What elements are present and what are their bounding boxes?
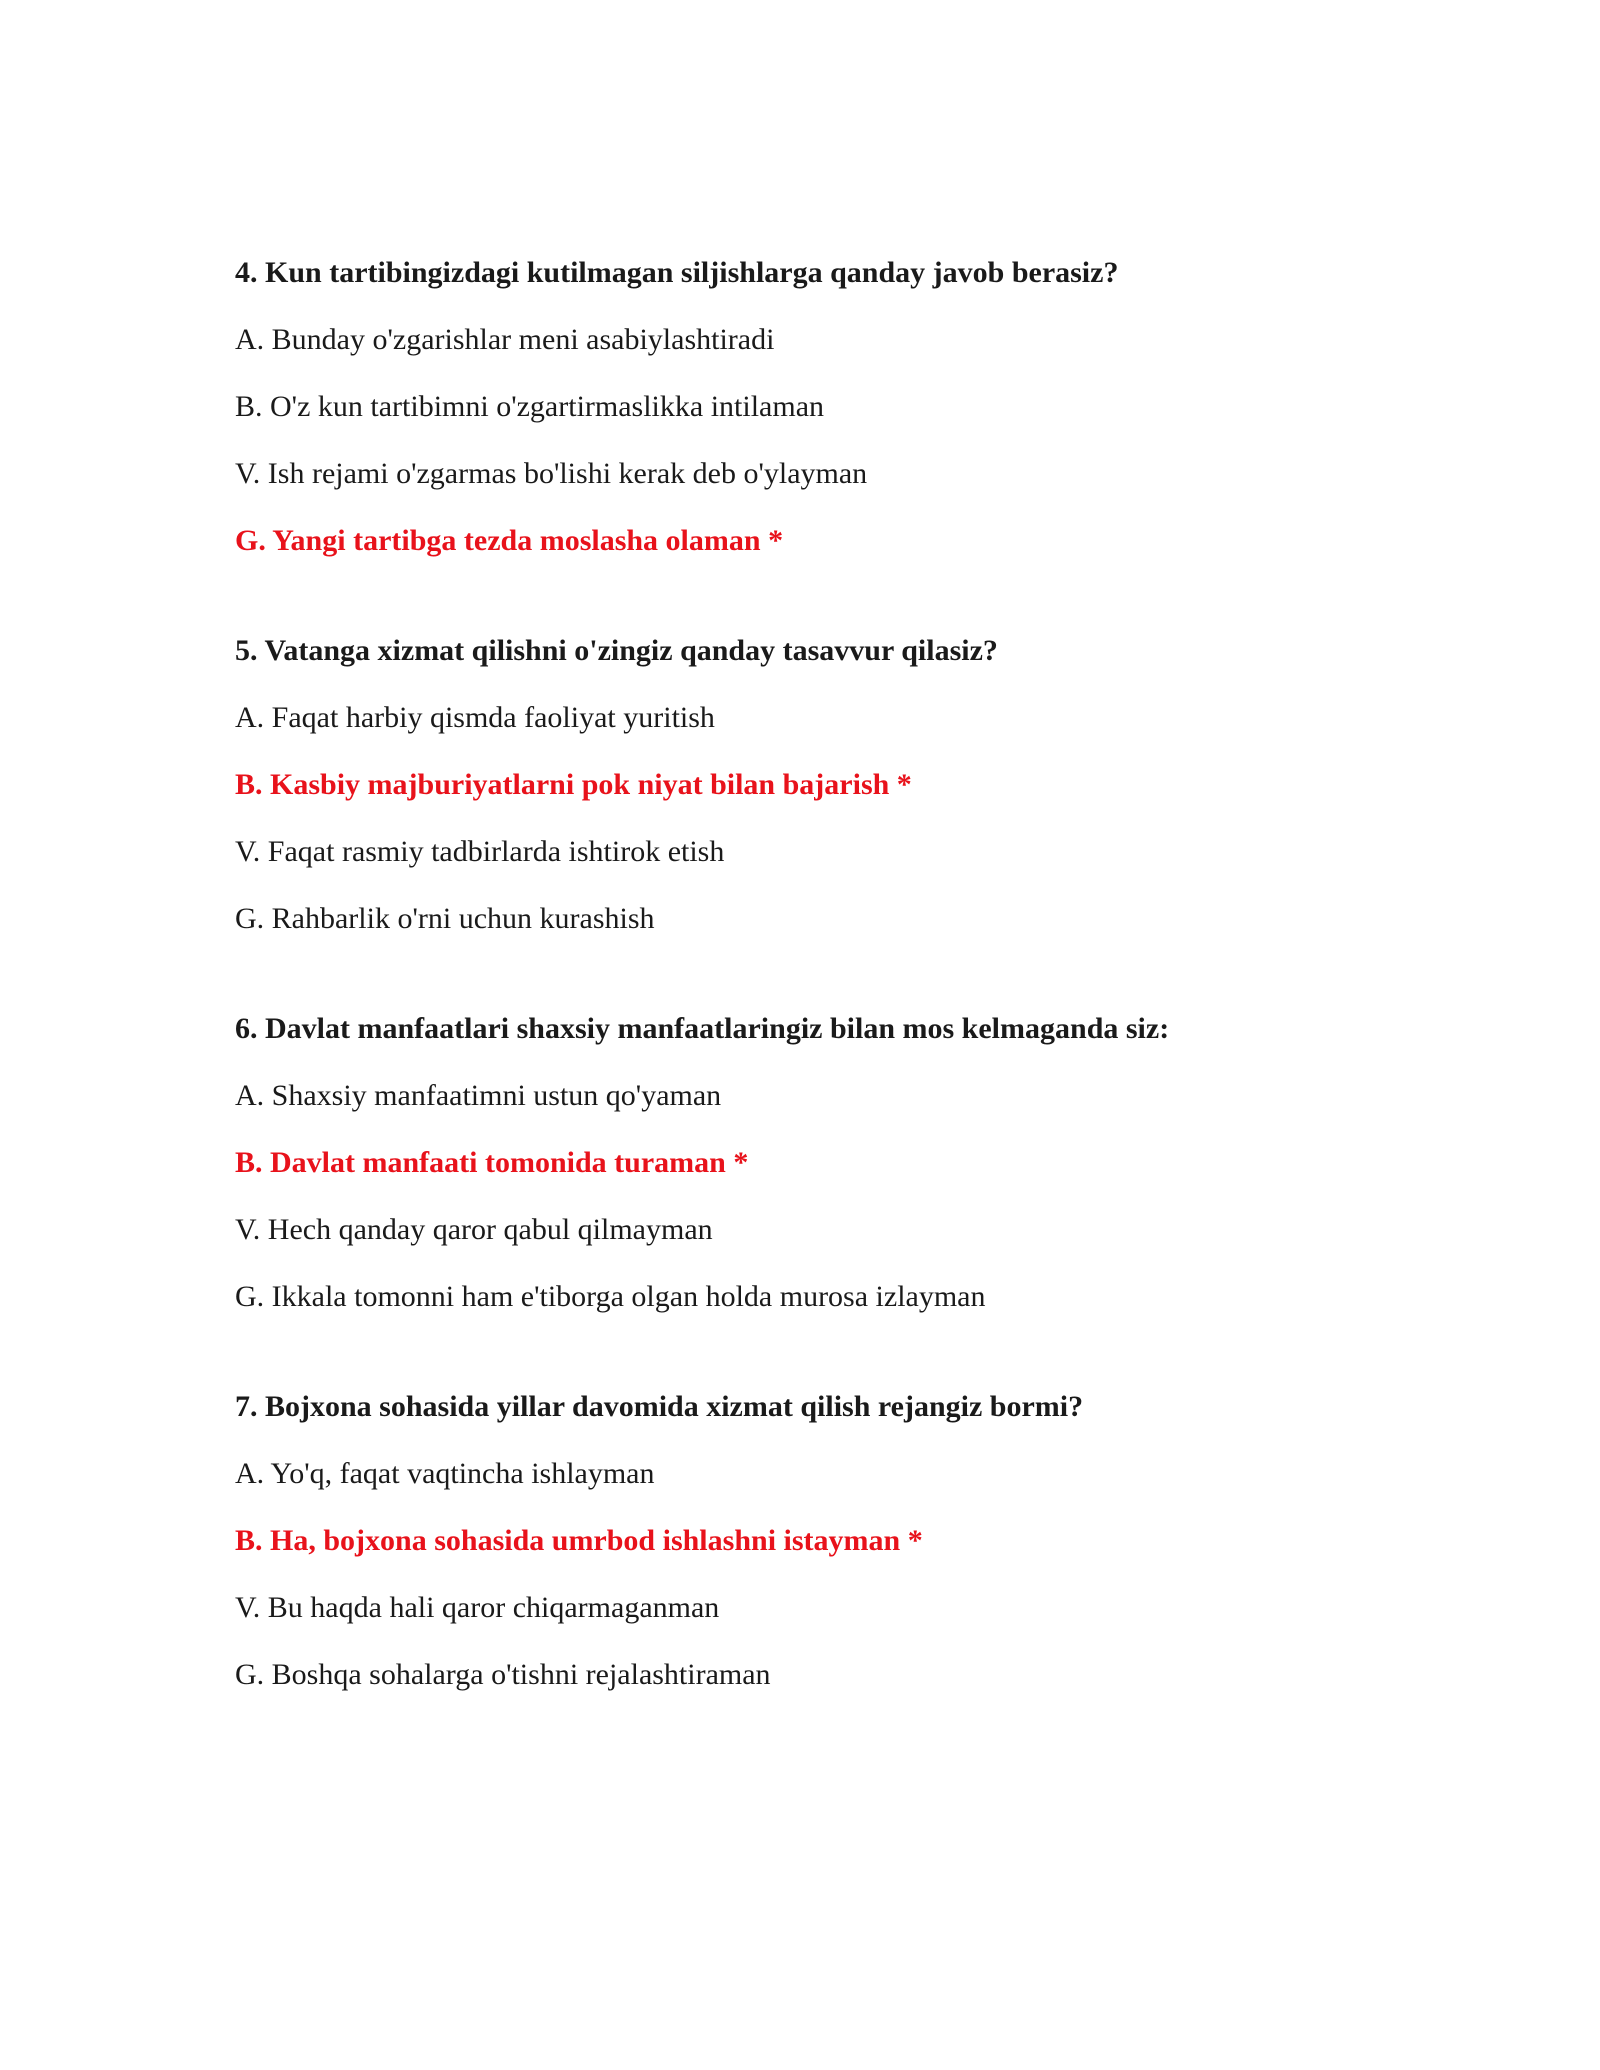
correct-answer-option: B. Davlat manfaati tomonida turaman * [235,1146,749,1179]
correct-answer-option: B. Kasbiy majburiyatlarni pok niyat bilan bajarish * [235,768,912,801]
correct-answer-option: B. Ha, bojxona sohasida umrbod ishlashni istayman * [235,1524,923,1557]
correct-answer-option: G. Yangi tartibga tezda moslasha olaman * [235,524,784,557]
answer-option: A. Shaxsiy manfaatimni ustun qo'yaman [235,1079,722,1112]
answer-option: G. Rahbarlik o'rni uchun kurashish [235,902,655,935]
question-text: 7. Bojxona sohasida yillar davomida xizmat qilish rejangiz bormi? [235,1390,1084,1423]
answer-option: V. Hech qanday qaror qabul qilmayman [235,1213,713,1246]
answer-option: B. O'z kun tartibimni o'zgartirmaslikka intilaman [235,390,825,423]
answer-option: G. Ikkala tomonni ham e'tiborga olgan holda murosa izlayman [235,1280,986,1313]
answer-option: A. Faqat harbiy qismda faoliyat yuritish [235,701,715,734]
question-block-6 [235,1008,1435,1318]
document-page [235,252,1435,1696]
question-text: 4. Kun tartibingizdagi kutilmagan siljishlarga qanday javob berasiz? [235,256,1119,289]
answer-option: A. Yo'q, faqat vaqtincha ishlayman [235,1457,655,1490]
answer-option: V. Ish rejami o'zgarmas bo'lishi kerak deb o'ylayman [235,457,868,490]
question-block-5 [235,630,1435,940]
answer-option: V. Bu haqda hali qaror chiqarmaganman [235,1591,720,1624]
question-block-7 [235,1386,1435,1696]
answer-option: A. Bunday o'zgarishlar meni asabiylashtiradi [235,323,775,356]
question-block-4 [235,252,1435,562]
question-text: 5. Vatanga xizmat qilishni o'zingiz qanday tasavvur qilasiz? [235,634,998,667]
answer-option: V. Faqat rasmiy tadbirlarda ishtirok etish [235,835,725,868]
answer-option: G. Boshqa sohalarga o'tishni rejalashtiraman [235,1658,771,1691]
question-text: 6. Davlat manfaatlari shaxsiy manfaatlaringiz bilan mos kelmaganda siz: [235,1012,1170,1045]
